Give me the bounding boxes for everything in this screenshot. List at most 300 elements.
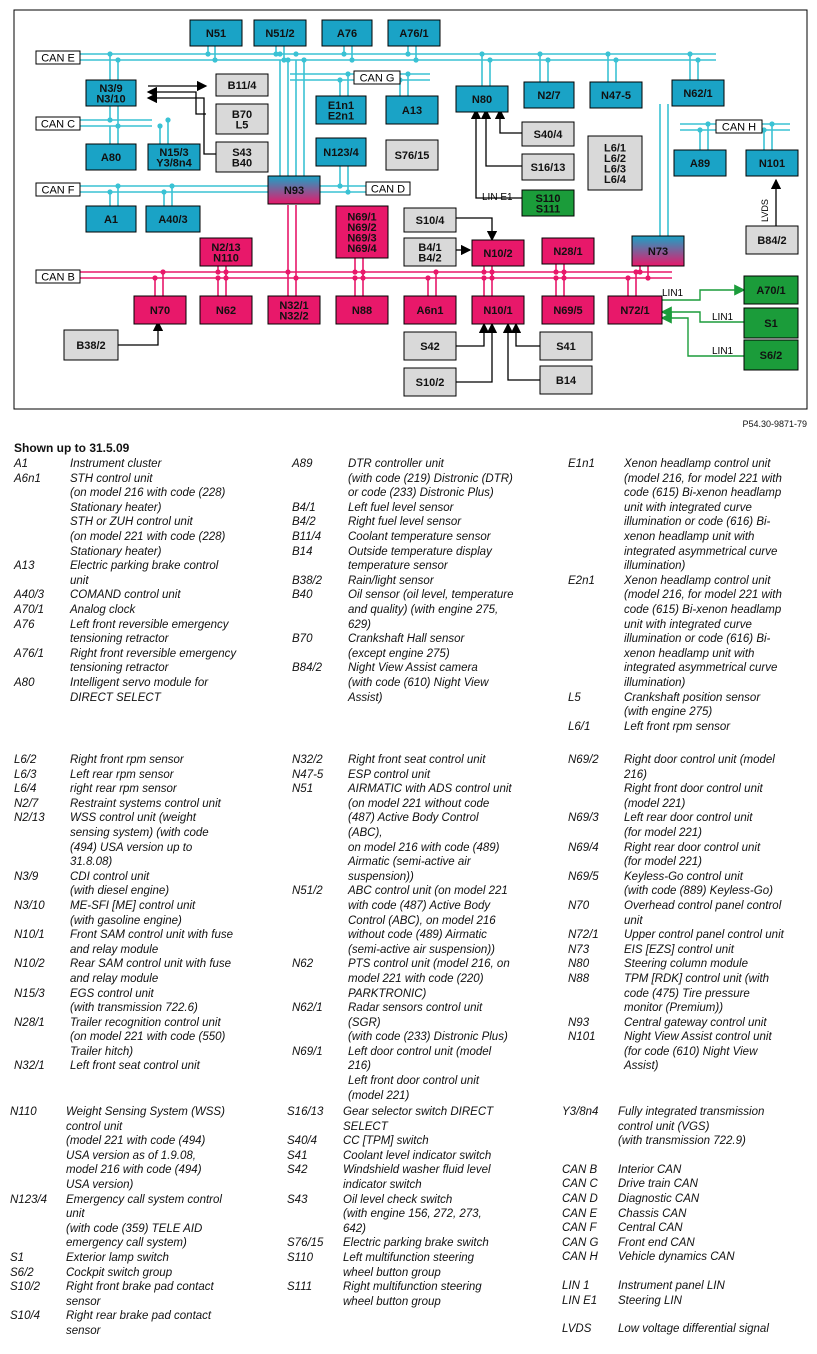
legend-entry (14, 559, 274, 588)
legend-code: S40/4 (287, 1135, 318, 1148)
node-label: N15/3 (159, 146, 189, 159)
legend-code: Y3/8n4 (562, 1106, 599, 1118)
node-label: B40 (231, 157, 253, 170)
legend-col-3b (568, 753, 813, 1074)
legend-description: Crankshaft Hall sensor (except engine 275) (348, 633, 465, 660)
legend-description: Xenon headlamp control unit (model 216, for model 221 with code (615) Bi-xenon headlamp unit with integrated curve illumination or code (616) Bi- xenon headlamp unit with integrated asymmetrical curve illumination) (624, 574, 782, 689)
legend-description: Vehicle dynamics CAN (618, 1251, 735, 1264)
node-label: L6/4 (603, 173, 627, 186)
legend-description: Oil sensor (oil level, temperature and quality) (with engine 275, 629) (348, 589, 514, 631)
bus-junction (405, 71, 410, 76)
bus-junction (697, 127, 702, 132)
node-s1 (744, 308, 798, 338)
legend-entry (14, 588, 274, 603)
legend-description: Diagnostic CAN (618, 1192, 700, 1205)
node-label: N2/13 (211, 241, 241, 254)
bus-junction (545, 57, 550, 62)
node-label: B14 (555, 375, 577, 387)
bus-label-text: CAN G (359, 72, 395, 85)
legend-code: B70 (292, 633, 313, 646)
legend-description: Left front reversible emergency tensioning retractor (70, 618, 229, 646)
node-n62-1 (672, 80, 724, 106)
legend-entry (562, 1279, 812, 1294)
legend-description: Chassis CAN (618, 1207, 687, 1220)
node-label: A89 (689, 158, 711, 170)
legend-entry (14, 899, 274, 928)
node-a70-1 (744, 276, 798, 304)
legend-code: N62 (292, 958, 314, 971)
bus-junction (205, 51, 210, 56)
node-n2-13 (200, 238, 252, 266)
wire-label-lin1-b: LIN1 (712, 312, 734, 323)
bus-junction (277, 51, 282, 56)
node-s43 (216, 142, 268, 172)
legend-code: LIN E1 (562, 1294, 598, 1307)
legend-code: A13 (14, 560, 35, 573)
legend-code: S6/2 (10, 1266, 34, 1279)
legend-code: N110 (10, 1106, 37, 1118)
legend-entry (292, 753, 552, 768)
bus-junction (553, 275, 558, 280)
node-label: A70/1 (756, 285, 786, 297)
legend-description: Restraint systems control unit (70, 797, 221, 810)
bus-junction (489, 269, 494, 274)
bus-junction (293, 275, 298, 280)
legend-description: CC [TPM] switch (343, 1135, 429, 1148)
node-l6 (588, 136, 642, 190)
bus-junction (337, 183, 342, 188)
legend-entry (14, 987, 274, 1016)
legend-description: Trailer recognition control unit (on model 221 with code (550) Trailer hitch) (70, 1016, 226, 1058)
bus-junction (165, 117, 170, 122)
legend-code: LIN 1 (562, 1279, 590, 1292)
node-n70 (134, 296, 186, 324)
bus-label-can-g (354, 71, 400, 85)
legend-code: N69/2 (568, 754, 599, 766)
legend-code: N69/3 (568, 812, 599, 825)
legend-code: N2/13 (14, 812, 45, 825)
legend-code: A1 (14, 458, 29, 470)
legend-col-1b (14, 753, 274, 1074)
legend-code: N2/7 (14, 797, 39, 810)
legend-entry (14, 797, 274, 812)
legend-code: A6n1 (14, 472, 41, 485)
node-label: S43 (232, 146, 252, 159)
node-a1 (86, 206, 136, 232)
node-label: E2n1 (327, 110, 355, 123)
bus-junction (487, 57, 492, 62)
legend-entry (292, 530, 552, 545)
node-label: B4/1 (418, 241, 442, 254)
node-label: E1n1 (327, 99, 355, 112)
bus-junction (645, 275, 650, 280)
legend-code: L6/4 (14, 783, 37, 796)
bus-junction (553, 269, 558, 274)
bus-junction (405, 51, 410, 56)
bus-junction (705, 121, 710, 126)
legend-entry (292, 457, 552, 501)
legend-code: CAN D (562, 1192, 598, 1205)
legend-code: N32/1 (14, 1060, 45, 1073)
legend-entry (568, 841, 813, 870)
bus-junction (345, 71, 350, 76)
node-label: N62/1 (683, 88, 713, 100)
legend-description: Left multifunction steering wheel button group (343, 1251, 475, 1279)
legend-description: Front end CAN (618, 1236, 695, 1249)
node-n10-1 (472, 296, 524, 324)
legend-description: Left front seat control unit (70, 1060, 200, 1073)
node-b4 (404, 238, 456, 266)
legend-description: ME-SFI [ME] control unit (with gasoline engine) (70, 899, 196, 927)
legend-entry (562, 1250, 812, 1265)
node-n123-4 (316, 138, 366, 166)
legend-entry (287, 1193, 552, 1237)
bus-junction (107, 189, 112, 194)
legend-description: ABC control unit (on model 221 with code (487) Active Body Control (ABC), on model 216 without code (489) Airmatic (semi-active air suspension)) (348, 885, 508, 956)
node-s76-15 (386, 140, 438, 170)
legend-entry (562, 1294, 812, 1309)
legend-entry (562, 1236, 812, 1251)
legend-description: Keyless-Go control unit (with code (889) Keyless-Go) (624, 870, 773, 898)
legend-entry (287, 1163, 552, 1192)
legend-title: Shown up to 31.5.09 (14, 441, 130, 455)
bus-label-can-f (36, 183, 80, 197)
legend-code: N10/1 (14, 929, 45, 942)
node-label: N69/3 (347, 232, 377, 245)
legend-entry (292, 501, 552, 516)
node-label: N3/9 (99, 82, 123, 95)
legend-entry (562, 1322, 812, 1337)
legend-code: CAN E (562, 1207, 598, 1220)
legend-code: N69/5 (568, 870, 599, 883)
legend-entry (292, 515, 552, 530)
legend-code: S10/2 (10, 1281, 41, 1294)
legend-code: LVDS (562, 1323, 592, 1336)
legend-entry (292, 957, 552, 1001)
legend-entry (287, 1280, 552, 1309)
legend-description: Xenon headlamp control unit (model 216, for model 221 with code (615) Bi-xenon headlamp unit with integrated curve illumination or code (616) Bi- xenon headlamp unit with integrated asymmetrical curve illumination) (624, 458, 782, 573)
node-label: Y3/8n4 (156, 157, 192, 170)
legend-entry (568, 691, 813, 720)
legend-description: Right front reversible emergency tensioning retractor (70, 647, 237, 675)
legend-code: A40/3 (14, 589, 45, 602)
bus-junction (115, 57, 120, 62)
legend-description: Left rear rpm sensor (70, 768, 174, 781)
legend-entry (568, 1016, 813, 1031)
node-label: S6/2 (759, 350, 783, 362)
wire-label-lin1-a: LIN1 (662, 288, 684, 299)
legend-description: Interior CAN (618, 1163, 682, 1176)
legend-entry (10, 1280, 275, 1309)
legend-entry (292, 574, 552, 589)
node-s40-4 (522, 122, 574, 146)
node-s10-4 (404, 208, 456, 232)
legend-code: A76 (14, 618, 35, 631)
node-label: N72/1 (620, 305, 650, 317)
node-label: N62 (215, 305, 237, 317)
node-b11-4 (216, 74, 268, 96)
legend-description: ESP control unit (348, 768, 431, 781)
bus-junction (115, 183, 120, 188)
legend-description: Central gateway control unit (624, 1016, 767, 1029)
legend-col-1a (14, 457, 274, 705)
legend-entry (14, 928, 274, 957)
legend-entry (10, 1193, 275, 1251)
bus-junction (479, 51, 484, 56)
legend-code: B11/4 (292, 530, 322, 543)
legend-code: N72/1 (568, 929, 599, 942)
node-a76 (322, 20, 372, 46)
node-label: S41 (556, 341, 576, 353)
legend-code: N62/1 (292, 1002, 323, 1015)
node-label: S16/13 (530, 162, 566, 174)
node-e1n1 (316, 96, 366, 124)
bus-junction (285, 57, 290, 62)
bus-junction (769, 121, 774, 126)
bus-label-text: CAN E (41, 52, 75, 65)
node-label: S76/15 (394, 150, 430, 162)
bus-junction (160, 269, 165, 274)
legend-code: S76/15 (287, 1237, 324, 1250)
legend-description: Drive train CAN (618, 1178, 698, 1191)
legend-col-1c (10, 1105, 275, 1339)
bus-junction (341, 51, 346, 56)
bus-junction (152, 275, 157, 280)
legend-code (562, 1308, 618, 1322)
legend-description: Exterior lamp switch (66, 1251, 169, 1264)
node-a13 (386, 96, 438, 124)
legend-code: S16/13 (287, 1106, 324, 1118)
legend-code: L6/1 (568, 720, 591, 733)
legend-description: Night View Assist camera (with code (610) Night View Assist) (348, 662, 489, 704)
legend-entry (10, 1309, 275, 1338)
network-topology-diagram (0, 0, 817, 440)
node-b84-2 (746, 226, 798, 254)
node-n69-5 (542, 296, 594, 324)
legend-entry (14, 472, 274, 560)
node-label: N69/2 (347, 221, 377, 234)
legend-description: AIRMATIC with ADS control unit (on model 221 without code (487) Active Body Control (ABC), on model 216 with code (489) Airmatic (semi-active air suspension)) (348, 783, 512, 883)
bus-label-text: CAN F (41, 184, 75, 197)
node-n47-5 (590, 82, 642, 108)
node-label: N80 (471, 94, 493, 106)
legend-description: Emergency call system control unit (with code (359) TELE AID emergency call system) (66, 1193, 222, 1250)
node-label: N28/1 (553, 246, 583, 258)
legend-description: Rain/light sensor (348, 574, 434, 587)
node-n69 (336, 206, 388, 258)
legend-entry (14, 811, 274, 869)
legend-description: Front SAM control unit with fuse and relay module (70, 929, 233, 956)
legend-entry (562, 1149, 812, 1163)
node-s42 (404, 332, 456, 360)
node-label: B70 (231, 108, 253, 121)
legend-entry (292, 661, 552, 705)
bus-junction (352, 269, 357, 274)
legend-col-3a (568, 457, 813, 734)
legend-code: CAN F (562, 1222, 597, 1235)
bus-junction (695, 57, 700, 62)
node-label: N51/2 (265, 28, 295, 40)
node-label: A1 (103, 214, 119, 226)
node-label: N88 (351, 305, 373, 317)
node-n80 (456, 86, 508, 112)
node-b70 (216, 104, 268, 134)
legend-description: TPM [RDK] control unit (with code (475) Tire pressure monitor (Premium)) (624, 972, 770, 1015)
bus-junction (633, 269, 638, 274)
legend-entry (568, 943, 813, 958)
bus-junction (413, 57, 418, 62)
bus-label-can-b (36, 270, 80, 284)
bus-junction (625, 275, 630, 280)
legend-entry (562, 1308, 812, 1322)
legend-code: A70/1 (14, 603, 45, 616)
legend-code: B4/1 (292, 501, 316, 514)
node-label: S1 (764, 318, 778, 330)
bus-junction (161, 189, 166, 194)
legend-code: S110 (287, 1251, 314, 1264)
legend-entry (562, 1163, 812, 1178)
legend-description: Rear SAM control unit with fuse and relay module (70, 958, 232, 985)
legend-description: CDI control unit (with diesel engine) (70, 870, 170, 898)
legend-description: DTR controller unit (with code (219) Distronic (DTR) or code (233) Distronic Plus) (348, 458, 513, 500)
legend-description: Fully integrated transmission control unit (VGS) (with transmission 722.9) (618, 1106, 765, 1148)
legend-description: Overhead control panel control unit (624, 899, 782, 927)
legend-code: B4/2 (292, 516, 316, 529)
legend-code: B84/2 (292, 662, 323, 675)
legend-code: B38/2 (292, 574, 323, 587)
bus-junction (349, 57, 354, 62)
legend-code: N3/9 (14, 870, 39, 883)
bus-junction (345, 189, 350, 194)
node-label: S110 (535, 192, 561, 205)
bus-junction (169, 183, 174, 188)
legend-description: EGS control unit (with transmission 722.6) (70, 987, 198, 1015)
node-s110 (522, 190, 574, 216)
bus-label-text: CAN B (41, 271, 75, 284)
legend-entry (292, 632, 552, 661)
legend-description: PTS control unit (model 216, on model 221 with code (220) PARKTRONIC) (348, 958, 510, 1000)
node-n73 (632, 236, 684, 266)
node-label: S40/4 (533, 129, 563, 141)
node-label: N10/1 (483, 305, 513, 317)
legend-description (618, 1265, 812, 1279)
legend-code: B14 (292, 545, 313, 558)
legend-description: Right door control unit (model 216) Right front door control unit (model 221) (624, 754, 775, 810)
node-a80 (86, 144, 136, 170)
bus-junction (481, 275, 486, 280)
legend-description (618, 1308, 812, 1322)
node-label: N73 (647, 246, 669, 258)
legend-description: Coolant temperature sensor (348, 530, 491, 543)
diagram-reference: P54.30-9871-79 (742, 419, 807, 429)
node-label: N2/7 (537, 90, 561, 102)
legend-entry (14, 753, 274, 768)
legend-col-2b (292, 753, 552, 1103)
node-label: A6n1 (416, 305, 444, 317)
node-label: B38/2 (76, 340, 106, 352)
node-a6n1 (404, 296, 456, 324)
node-label: A40/3 (158, 214, 188, 226)
bus-junction (352, 275, 357, 280)
bus-junction (360, 269, 365, 274)
legend-description: Upper control panel control unit (624, 929, 784, 942)
node-label: N123/4 (323, 147, 359, 159)
legend-entry (292, 545, 552, 574)
bus-junction (215, 275, 220, 280)
node-s16-13 (522, 154, 574, 180)
bus-label-can-h (716, 120, 762, 134)
legend-code: S1 (10, 1251, 25, 1264)
legend-code: N15/3 (14, 987, 45, 1000)
node-a76-1 (388, 20, 440, 46)
node-label: B4/2 (418, 252, 442, 265)
node-label: S111 (535, 203, 561, 216)
node-n51 (190, 20, 242, 46)
legend-entry (568, 870, 813, 899)
bus-junction (215, 269, 220, 274)
legend-code: B40 (292, 589, 313, 602)
legend-description: Right rear brake pad contact sensor (66, 1310, 212, 1337)
legend-description: Electric parking brake switch (343, 1237, 489, 1250)
legend-description: Instrument cluster (70, 458, 162, 470)
legend-entry (14, 768, 274, 783)
legend-code: S41 (287, 1149, 308, 1162)
legend-code: N3/10 (14, 899, 45, 912)
legend-code: A89 (292, 458, 313, 470)
legend-entry (568, 811, 813, 840)
node-label: S10/4 (415, 215, 445, 227)
legend-col-2a (292, 457, 552, 705)
bus-label-text: CAN C (40, 118, 76, 131)
bus-junction (537, 51, 542, 56)
bus-junction (687, 51, 692, 56)
legend-code: S42 (287, 1164, 308, 1177)
legend-code: N123/4 (10, 1193, 48, 1206)
node-n15-3 (148, 144, 200, 170)
bus-junction (157, 123, 162, 128)
node-label: N10/2 (483, 248, 513, 260)
legend-description: Central CAN (618, 1222, 683, 1235)
legend-description: Low voltage differential signal (618, 1323, 769, 1336)
node-label: A80 (100, 152, 122, 164)
legend-code: N80 (568, 958, 590, 971)
node-label: N3/10 (96, 93, 126, 106)
legend-entry (14, 957, 274, 986)
legend-code: S111 (287, 1281, 313, 1294)
legend-entry (292, 588, 552, 632)
legend-entry (14, 647, 274, 676)
legend-entry (287, 1105, 552, 1134)
legend-code: E1n1 (568, 458, 595, 470)
legend-description: Steering column module (624, 958, 749, 971)
legend-entry (568, 1030, 813, 1074)
legend-code: L6/2 (14, 754, 37, 766)
bus-junction (561, 269, 566, 274)
legend-entry (14, 1059, 274, 1074)
legend-description: COMAND control unit (70, 589, 181, 602)
legend-entry (292, 884, 552, 957)
node-label: B84/2 (757, 235, 787, 247)
node-label: B11/4 (227, 80, 257, 92)
bus-junction (285, 269, 290, 274)
legend-entry (568, 972, 813, 1016)
wire-label-lin1-c: LIN1 (712, 346, 734, 357)
node-label: L6/1 (603, 142, 627, 155)
legend-description: Weight Sensing System (WSS) control unit (model 221 with code (494) USA version as of 1.9.08, model 216 with code (494) USA version) (66, 1106, 225, 1191)
legend-description: right rear rpm sensor (70, 783, 177, 796)
legend-description: EIS [EZS] control unit (624, 943, 734, 956)
node-label: N69/1 (347, 211, 377, 224)
